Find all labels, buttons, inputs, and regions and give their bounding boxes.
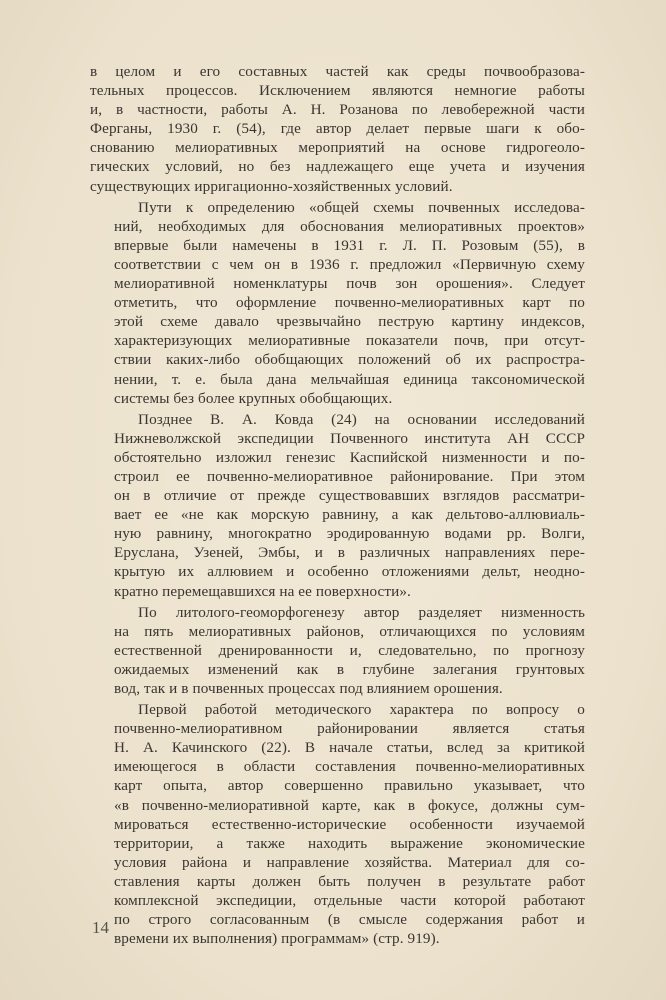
- text-line: и, в частности, работы А. Н. Розанова по левобережной части: [90, 101, 585, 119]
- text-line: на пять мелиоративных районов, отличающихся по условиям: [114, 622, 585, 640]
- text-line: впервые были намечены в 1931 г. Л. П. Розовым (55), в: [114, 236, 585, 254]
- text-line: Еруслана, Узеней, Эмбы, и в различных направлениях пере-: [114, 544, 585, 562]
- text-line: условия района и направление хозяйства. Материал для со-: [114, 853, 585, 871]
- text-line: «в почвенно-мелиоративной карте, как в фокусе, должны сум-: [114, 796, 585, 814]
- paragraph: [90, 410, 585, 601]
- text-line: Н. А. Качинского (22). В начале статьи, вслед за критикой: [114, 739, 585, 757]
- text-line: естественной дренированности и, следовательно, по прогнозу: [114, 641, 585, 659]
- text-line: обстоятельно изложил генезис Каспийской низменности и по-: [114, 448, 585, 466]
- text-line: вает ее «не как морскую равнину, а как дельтово-аллювиаль-: [114, 506, 585, 524]
- text-line: Первой работой методического характера по вопросу о: [138, 701, 585, 719]
- text-line: гических условий, но без надлежащего еще учета и изучения: [90, 158, 585, 176]
- text-line: он в отличие от прежде существовавших взглядов рассматри-: [114, 487, 585, 505]
- paragraph: [90, 62, 585, 196]
- text-line: тельных процессов. Исключением являются немногие работы: [90, 82, 585, 100]
- text-line: отметить, что оформление почвенно-мелиоративных карт по: [114, 294, 585, 312]
- text-line: почвенно-мелиоративном районировании является статья: [114, 720, 585, 738]
- text-line: Пути к определению «общей схемы почвенных исследова-: [138, 198, 585, 216]
- page-number: 14: [92, 918, 109, 937]
- text-line: крытую их аллювием и особенно отложениями дельт, неодно-: [114, 563, 585, 581]
- text-line: комплексной экспедиции, отдельные части которой работают: [114, 892, 585, 910]
- text-line: ставления карты должен быть получен в результате работ: [114, 872, 585, 890]
- body-text: [90, 62, 585, 950]
- text-line: мироваться естественно-исторические особенности изучаемой: [114, 815, 585, 833]
- text-line: Позднее В. А. Ковда (24) на основании исследований: [138, 410, 585, 428]
- text-line: карт опыта, автор совершенно правильно указывает, что: [114, 777, 585, 795]
- text-line: ожидаемых изменений как в глубине залегания грунтовых: [114, 660, 585, 678]
- text-line: существующих ирригационно-хозяйственных условий.: [90, 177, 453, 195]
- text-line: соответствии с чем он в 1936 г. предложил «Первичную схему: [114, 255, 585, 273]
- text-line: По литолого-геоморфогенезу автор разделяет низменность: [138, 603, 585, 621]
- text-line: характеризующих мелиоративные показатели почв, при отсут-: [114, 332, 585, 350]
- text-line: этой схеме давало чрезвычайно пеструю картину индексов,: [114, 313, 585, 331]
- text-line: в целом и его составных частей как среды почвообразова-: [90, 63, 585, 80]
- text-line: ний, необходимых для обоснования мелиоративных проектов»: [114, 217, 585, 235]
- text-line: вод, так и в почвенных процессах под влиянием орошения.: [114, 680, 503, 697]
- paragraph: [90, 198, 585, 408]
- text-line: времени их выполнения) программам» (стр. 919).: [114, 930, 440, 948]
- text-line: ную равнину, многократно эродированную водами рр. Волги,: [114, 525, 585, 543]
- paragraph: [90, 603, 585, 698]
- text-line: ствии каких-либо обобщающих положений об их распростра-: [114, 351, 585, 369]
- text-line: мелиоративной номенклатуры почв зон орошения». Следует: [114, 275, 585, 293]
- text-line: Нижневолжской экспедиции Почвенного института АН СССР: [114, 429, 585, 447]
- paragraph: [90, 700, 585, 948]
- text-line: снованию мелиоративных мероприятий на основе гидрогеоло-: [90, 139, 585, 157]
- text-line: Ферганы, 1930 г. (54), где автор делает первые шаги к обо-: [90, 120, 585, 138]
- text-line: кратно перемещавшихся на ее поверхности».: [114, 582, 411, 600]
- text-line: территории, а также находить выражение экономические: [114, 834, 585, 852]
- text-line: системы без более крупных обобщающих.: [114, 389, 393, 407]
- text-line: строил ее почвенно-мелиоративное районирование. При этом: [114, 467, 585, 485]
- text-line: нении, т. е. была дана мельчайшая единица таксономической: [114, 370, 585, 388]
- text-line: имеющегося в области составления почвенно-мелиоративных: [114, 758, 585, 776]
- text-line: по строго согласованным (в смысле содержания работ и: [114, 911, 585, 929]
